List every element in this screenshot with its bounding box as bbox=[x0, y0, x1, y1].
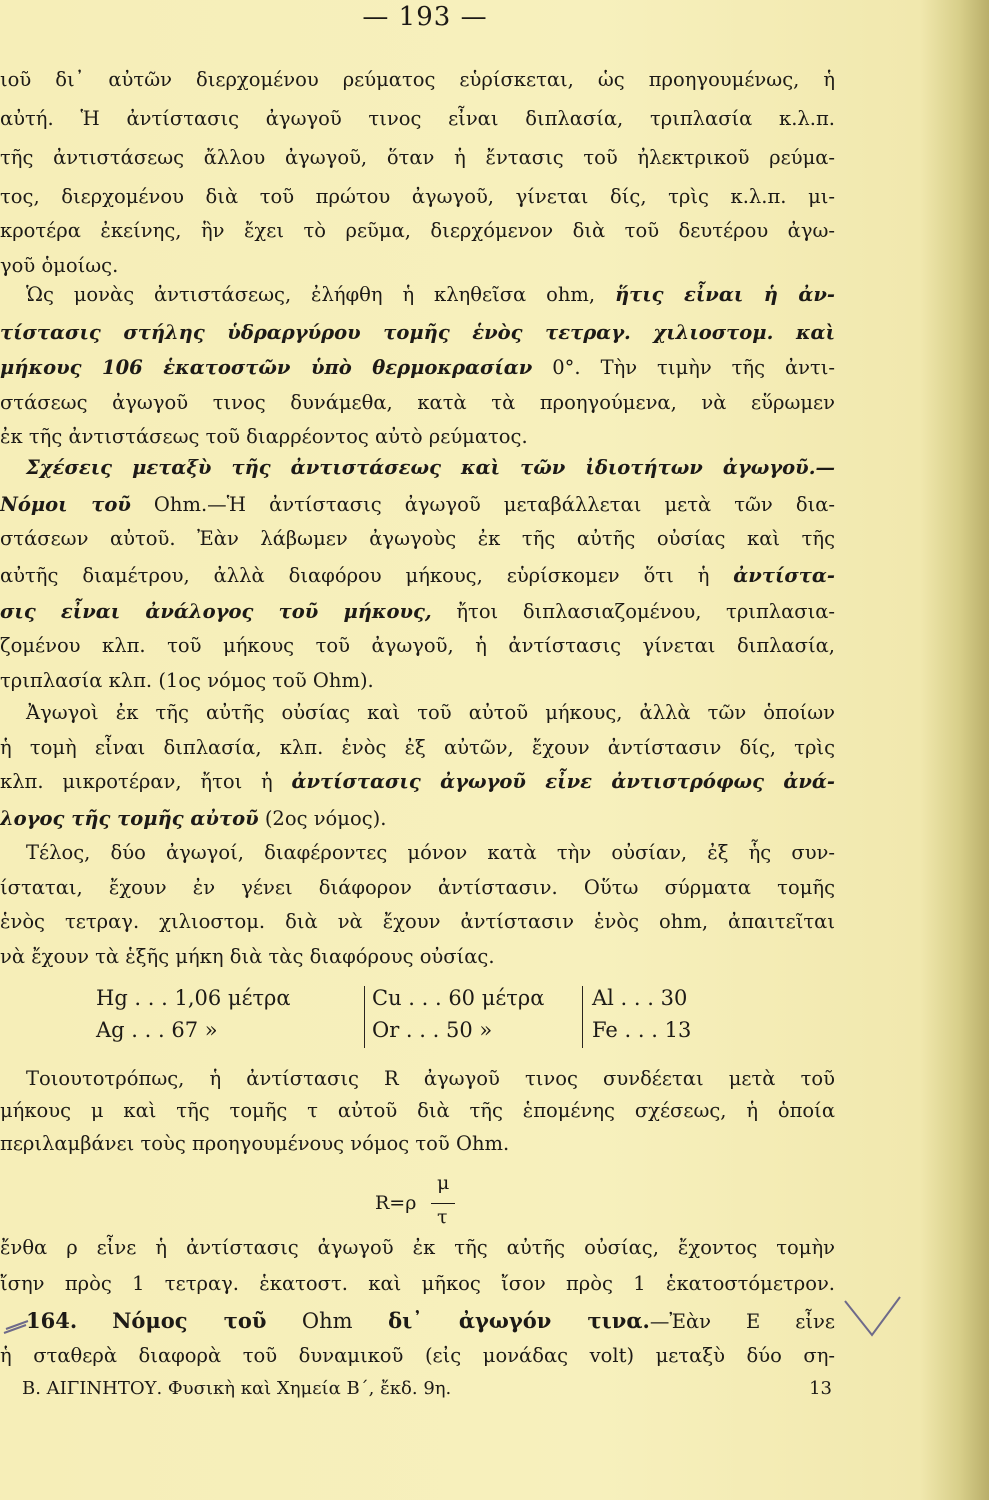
footer-signature: 13 bbox=[809, 1378, 832, 1399]
para4-line-2: ἡ τομὴ εἶναι διπλασία, κλπ. ἑνὸς ἐξ αὐτῶν, ἔχουν ἀντίστασιν δίς, τρὶς bbox=[0, 736, 835, 759]
para5-line-3: ἑνὸς τετραγ. χιλιοστομ. διὰ νὰ ἔχουν ἀντίστασιν ἑνὸς ohm, ἀπαιτεῖται bbox=[0, 910, 835, 933]
table-divider bbox=[364, 986, 365, 1048]
para3-bold-4: ἀντίστα- bbox=[733, 564, 835, 587]
para3-plain: Ohm.—Ἡ ἀντίστασις ἀγωγοῦ μεταβάλλεται μετὰ τῶν δια- bbox=[130, 493, 835, 516]
page-footer bbox=[22, 1378, 832, 1399]
formula-denominator: τ bbox=[437, 1206, 448, 1228]
para3-line-4 bbox=[0, 560, 835, 592]
text-line-2: αὐτή. Ἡ ἀντίστασις ἀγωγοῦ τινος εἶναι διπλασία, τριπλασία κ.λ.π. bbox=[0, 107, 835, 130]
text-line-3: τῆς ἀντιστάσεως ἄλλου ἀγωγοῦ, ὅταν ἡ ἔντασις τοῦ ἠλεκτρικοῦ ρεύμα- bbox=[0, 146, 835, 169]
section-title-2: δι᾽ ἀγωγόν τινα. bbox=[388, 1308, 650, 1333]
para6-line-1: Τοιουτοτρόπως, ἡ ἀντίστασις R ἀγωγοῦ τινος συνδέεται μετὰ τοῦ bbox=[26, 1067, 835, 1090]
para2-plain: Ὡς μονὰς ἀντιστάσεως, ἐλήφθη ἡ κληθεῖσα ohm, bbox=[26, 283, 615, 306]
section-number: 164. bbox=[26, 1308, 78, 1333]
table-cell: Cu . . . 60 μέτρα bbox=[372, 986, 545, 1010]
fraction-bar bbox=[431, 1203, 455, 1204]
section-text: —Ἐὰν Ε εἶνε bbox=[649, 1310, 835, 1333]
page-number: — 193 — bbox=[362, 2, 488, 32]
para2-line-4: στάσεως ἀγωγοῦ τινος δυνάμεθα, κατὰ τὰ προηγούμενα, νὰ εὕρωμεν bbox=[0, 391, 835, 414]
para4-bold-4: λογος τῆς τομῆς αὐτοῦ bbox=[0, 807, 259, 830]
table-cell: Or . . . 50 » bbox=[372, 1018, 493, 1042]
para3-line-6: ζομένου κλπ. τοῦ μήκους τοῦ ἀγωγοῦ, ἡ ἀντίστασις γίνεται διπλασία, bbox=[0, 634, 835, 657]
para3-plain-5: ἤτοι διπλασιαζομένου, τριπλασια- bbox=[431, 600, 835, 623]
section-164-line-2: ἡ σταθερὰ διαφορὰ τοῦ δυναμικοῦ (εἰς μονάδας volt) μεταξὺ δύο ση- bbox=[0, 1344, 835, 1367]
table-cell: Fe . . . 13 bbox=[592, 1018, 692, 1042]
para4-line-1: Ἀγωγοὶ ἐκ τῆς αὐτῆς οὐσίας καὶ τοῦ αὐτοῦ μήκους, ἀλλὰ τῶν ὁποίων bbox=[26, 701, 835, 724]
para5-line-4: νὰ ἔχουν τὰ ἑξῆς μήκη διὰ τὰς διαφόρους οὐσίας. bbox=[0, 945, 495, 968]
table-cell: Hg . . . 1,06 μέτρα bbox=[96, 986, 291, 1010]
para4-bold-3: ἀντίστασις ἀγωγοῦ εἶνε ἀντιστρόφως ἀνά- bbox=[291, 770, 835, 793]
para4-plain-3: κλπ. μικροτέραν, ἤτοι ἡ bbox=[0, 770, 292, 793]
para3-bold-5: σις εἶναι ἀνάλογος τοῦ μήκους, bbox=[0, 600, 432, 623]
para2-bold: ἥτις εἶναι ἡ ἀν- bbox=[614, 283, 835, 306]
para5-line-2: ίσταται, ἔχουν ἐν γένει διάφορον ἀντίστασιν. Οὕτω σύρματα τομῆς bbox=[0, 876, 835, 899]
para3-line-2 bbox=[0, 489, 835, 521]
para4-plain-4: (2ος νόμος). bbox=[258, 807, 387, 830]
para3-line-7: τριπλασία κλπ. (1ος νόμος τοῦ Ohm). bbox=[0, 669, 374, 692]
para2-bold-2: μήκους 106 ἑκατοστῶν ὑπὸ θερμοκρασίαν bbox=[0, 356, 533, 379]
para4-line-3 bbox=[0, 766, 835, 798]
para7-line-2: ἴσην πρὸς 1 τετραγ. ἑκατοστ. καὶ μῆκος ἴσον πρὸς 1 ἑκατοστόμετρον. bbox=[0, 1272, 835, 1295]
text-line-5: κροτέρα ἐκείνης, ἣν ἔχει τὸ ρεῦμα, διερχόμενον διὰ τοῦ δευτέρου ἀγω- bbox=[0, 219, 835, 242]
section-title-ohm: Ohm bbox=[266, 1309, 389, 1333]
para4-line-4 bbox=[0, 803, 835, 835]
para2-line-5: ἐκ τῆς ἀντιστάσεως τοῦ διαρρέοντος αὐτὸ ρεύματος. bbox=[0, 425, 528, 448]
text-line-4: τος, διερχομένου διὰ τοῦ πρώτου ἀγωγοῦ, γίνεται δίς, τρὶς κ.λ.π. μι- bbox=[0, 185, 835, 208]
ohm-formula bbox=[375, 1172, 495, 1232]
para6-line-2: μήκους μ καὶ τῆς τομῆς τ αὐτοῦ διὰ τῆς ἑπομένης σχέσεως, ἡ ὁποία bbox=[0, 1099, 835, 1122]
para3-plain-4: αὐτῆς διαμέτρου, ἀλλὰ διαφόρου μήκους, εὑρίσκομεν ὅτι ἡ bbox=[0, 564, 734, 587]
para6-line-3: περιλαμβάνει τοὺς προηγουμένους νόμος τοῦ Ohm. bbox=[0, 1132, 510, 1155]
footer-citation: Β. ΑΙΓΙΝΗΤΟΥ. Φυσικὴ καὶ Χημεία Β΄, ἔκδ. 9η. bbox=[22, 1378, 452, 1399]
para3-heading: Σχέσεις μεταξὺ τῆς ἀντιστάσεως καὶ τῶν ἰδιοτήτων ἀγωγοῦ.— bbox=[26, 456, 835, 479]
para2-plain-2: 0°. Τὴν τιμὴν τῆς ἀντι- bbox=[532, 356, 835, 379]
formula-lhs: R=ρ bbox=[375, 1192, 417, 1214]
para7-line-1: ἔνθα ρ εἶνε ἡ ἀντίστασις ἀγωγοῦ ἐκ τῆς αὐτῆς οὐσίας, ἔχοντος τομὴν bbox=[0, 1236, 835, 1259]
pencil-check-mark bbox=[845, 1297, 900, 1335]
para2-line-3 bbox=[0, 352, 835, 384]
pencil-stroke-left bbox=[4, 1321, 28, 1333]
section-title: Νόμος τοῦ bbox=[112, 1308, 267, 1333]
para3-line-5 bbox=[0, 596, 835, 628]
formula-numerator: μ bbox=[437, 1172, 450, 1194]
pencil-marks bbox=[0, 1295, 960, 1355]
table-divider bbox=[582, 986, 583, 1048]
text-line-1: ιοῦ δι᾽ αὐτῶν διερχομένου ρεύματος εὑρίσκεται, ὡς προηγουμένως, ἡ bbox=[0, 68, 835, 91]
table-cell: Ag . . . 67 » bbox=[96, 1018, 218, 1042]
text-line-6: γοῦ ὁμοίως. bbox=[0, 254, 119, 277]
para3-line-3: στάσεων αὐτοῦ. Ἐὰν λάβωμεν ἀγωγοὺς ἐκ τῆς αὐτῆς οὐσίας καὶ τῆς bbox=[0, 527, 835, 550]
para5-line-1: Τέλος, δύο ἀγωγοί, διαφέροντες μόνον κατὰ τὴν οὐσίαν, ἐξ ἧς συν- bbox=[26, 841, 835, 864]
table-cell: Al . . . 30 bbox=[592, 986, 688, 1010]
para2-line-1 bbox=[0, 279, 835, 311]
para2-line-2: τίστασις στήλης ὑδραργύρου τομῆς ἑνὸς τετραγ. χιλιοστομ. καὶ bbox=[0, 321, 835, 344]
para3-bold: Νόμοι τοῦ bbox=[0, 493, 131, 516]
